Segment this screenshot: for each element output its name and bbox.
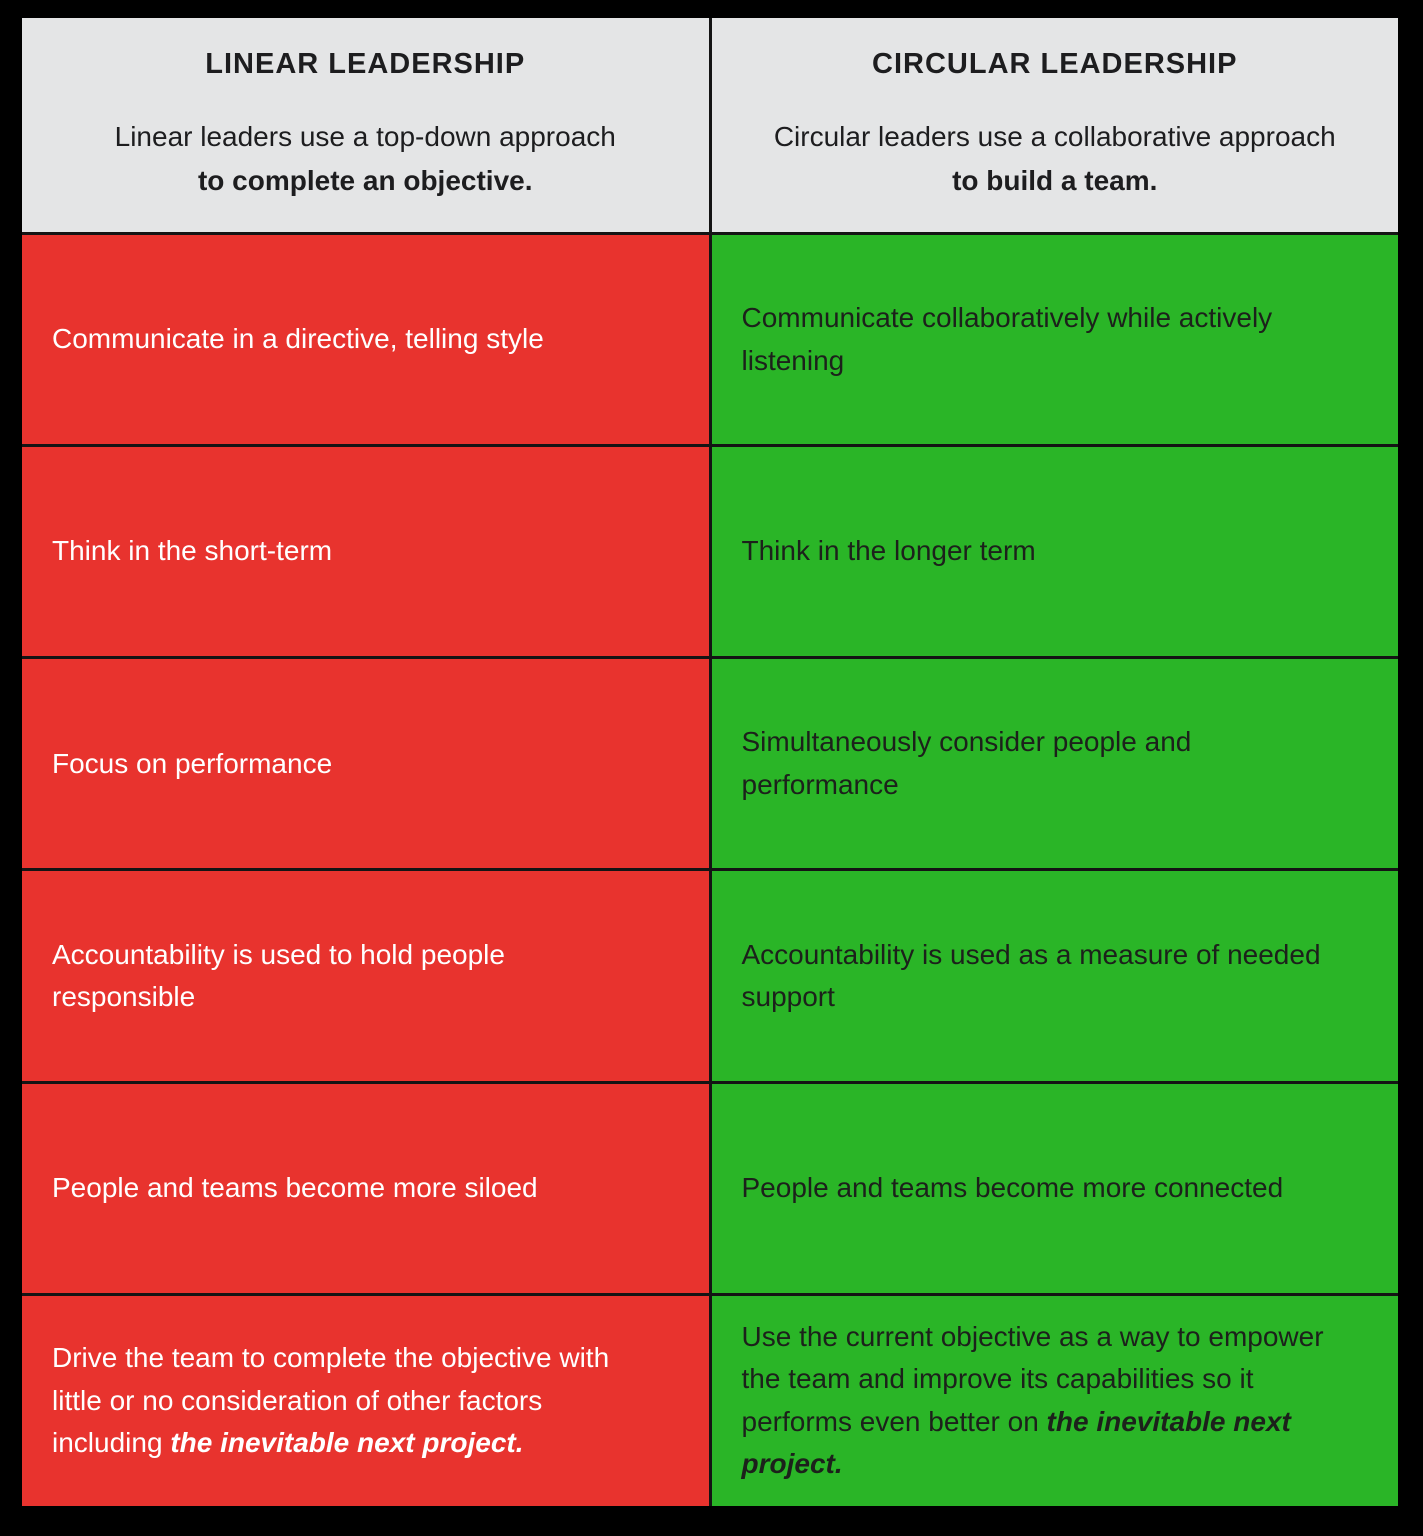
linear-row-6-cell [22,1296,709,1506]
column-header-linear [22,18,709,232]
circular-row-6-text: Use the current objective as a way to empower the team and improve its capabilities so it performs even better on the inevitable next project. [741,1320,1324,1480]
column-header-circular [712,18,1399,232]
linear-subtitle [115,115,616,202]
linear-row-2-text: Think in the short-term [52,535,333,567]
circular-row-4-text: Accountability is used as a measure of needed support [741,938,1321,1013]
circular-subtitle-line2: to build a team. [952,164,1158,196]
linear-subtitle-line2: to complete an objective. [197,164,533,196]
linear-row-5-cell [22,1084,709,1293]
linear-row-3-cell [22,659,709,868]
linear-title: LINEAR LEADERSHIP [205,48,526,81]
circular-subtitle [774,115,1336,202]
circular-row-2-text: Think in the longer term [741,535,1036,567]
circular-title: CIRCULAR LEADERSHIP [872,48,1238,81]
leadership-comparison-table [22,18,1398,1506]
linear-row-1-text: Communicate in a directive, telling style [52,323,544,355]
circular-row-4-cell [712,871,1399,1080]
circular-subtitle-line1: Circular leaders use a collaborative approach [773,121,1336,153]
circular-row-1-cell [712,235,1399,444]
linear-row-2-cell [22,447,709,656]
comparison-grid [22,18,1398,1506]
linear-row-4-text: Accountability is used to hold people responsible [52,938,505,1013]
circular-row-1-text: Communicate collaboratively while actively listening [741,302,1273,376]
circular-row-3-cell [712,659,1399,868]
linear-row-5-text: People and teams become more siloed [52,1171,538,1203]
circular-row-5-text: People and teams become more connected [741,1171,1284,1203]
linear-subtitle-line1: Linear leaders use a top-down approach [114,121,616,153]
linear-row-3-text: Focus on performance [52,747,333,779]
circular-row-6-cell [712,1296,1399,1506]
circular-row-5-cell [712,1084,1399,1293]
linear-row-6-text: Drive the team to complete the objective with little or no consideration of other factors including the inevitable next project. [52,1342,610,1459]
circular-row-2-cell [712,447,1399,656]
linear-row-1-cell [22,235,709,444]
linear-row-4-cell [22,871,709,1080]
circular-row-3-text: Simultaneously consider people and performance [741,726,1192,800]
